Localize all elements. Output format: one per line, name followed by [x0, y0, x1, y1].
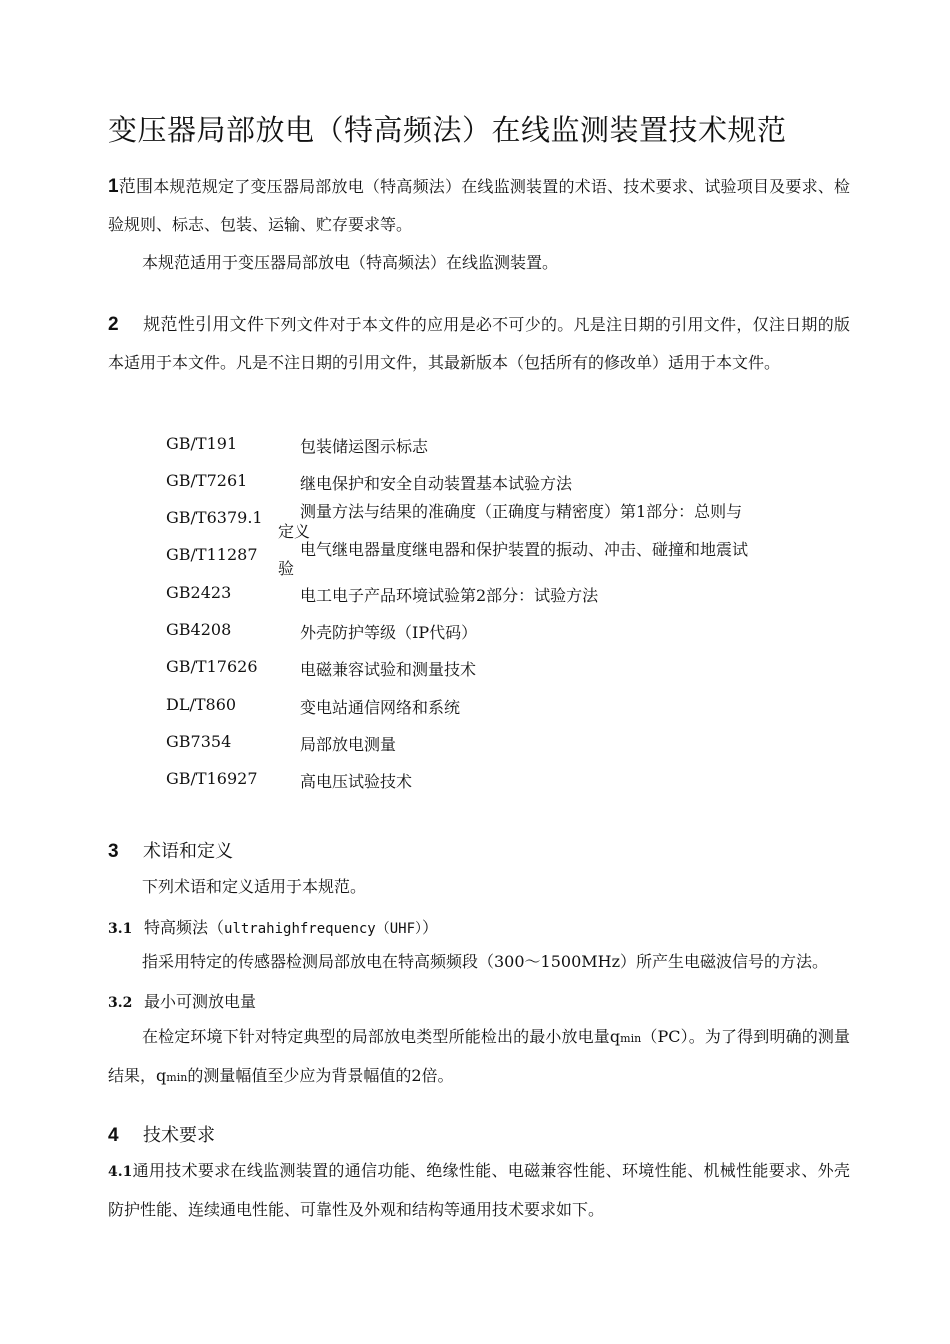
section-1-heading: 范围 — [118, 177, 154, 197]
reference-title: 电工电子产品环境试验第2部分：试验方法 — [300, 586, 599, 605]
reference-title: 电气继电器量度继电器和保护装置的振动、冲击、碰撞和地震试 — [300, 540, 749, 559]
term-3-2-definition-part-b: （PC）。为了得到明确的测量结果， — [108, 1027, 850, 1085]
reference-code: GB/T17626 — [166, 657, 258, 676]
section-4-heading: 技术要求 — [143, 1125, 215, 1146]
term-3-1-label-end: ） — [422, 918, 439, 937]
reference-title-wrap: 验 — [278, 559, 295, 578]
section-2-heading: 规范性引用文件 — [143, 315, 265, 335]
section-2-paragraph — [108, 306, 850, 381]
reference-title: 局部放电测量 — [300, 735, 397, 754]
term-3-1-definition: 指采用特定的传感器检测局部放电在特高频频段（300～1500MHz）所产生电磁波信号的方法。 — [142, 952, 829, 971]
q-symbol: q — [156, 1066, 167, 1085]
section-4-1-text: 在线监测装置的通信功能、绝缘性能、电磁兼容性能、环境性能、机械性能要求、外壳防护性能、连续通电性能、可靠性及外观和结构等通用技术要求如下。 — [108, 1161, 850, 1219]
reference-code: GB/T11287 — [166, 545, 258, 564]
reference-code: GB7354 — [166, 732, 232, 751]
term-3-2-definition — [108, 1018, 850, 1096]
section-4-1-number: 4.1 — [108, 1164, 133, 1180]
section-2-number: 2 — [108, 314, 119, 335]
q-subscript: min — [166, 1071, 188, 1084]
section-4-heading-row — [108, 1121, 215, 1147]
q-symbol: q — [609, 1027, 621, 1046]
term-3-1-english: ultrahighfrequency（UHF） — [224, 921, 423, 937]
term-3-2-label: 最小可测放电量 — [144, 992, 257, 1011]
q-subscript: min — [620, 1032, 642, 1045]
reference-title: 继电保护和安全自动装置基本试验方法 — [300, 474, 573, 493]
section-1-text: 本规范规定了变压器局部放电（特高频法）在线监测装置的术语、技术要求、试验项目及要求、检验规则、标志、包装、运输、贮存要求等。 — [108, 177, 850, 234]
reference-code: GB/T16927 — [166, 769, 258, 788]
section-3-number: 3 — [108, 841, 119, 862]
section-4-1-paragraph — [108, 1152, 850, 1228]
section-1-number: 1 — [108, 176, 119, 197]
reference-code: GB2423 — [166, 583, 232, 602]
reference-title: 变电站通信网络和系统 — [300, 698, 461, 717]
reference-code: GB4208 — [166, 620, 232, 639]
section-3-heading-row — [108, 837, 233, 863]
term-3-2-definition-part-c: 的测量幅值至少应为背景幅值的2倍。 — [187, 1066, 454, 1085]
term-3-1-label: 特高频法（ — [144, 918, 225, 937]
reference-title: 高电压试验技术 — [300, 772, 413, 791]
reference-code: GB/T7261 — [166, 471, 248, 490]
term-3-1-heading — [108, 915, 438, 938]
reference-title: 外壳防护等级（IP代码） — [300, 623, 478, 642]
term-3-1-number: 3.1 — [108, 921, 133, 937]
section-1-scope-note: 本规范适用于变压器局部放电（特高频法）在线监测装置。 — [142, 253, 559, 272]
reference-code: GB/T191 — [166, 434, 238, 453]
term-3-2-definition-part-a: 在检定环境下针对特定典型的局部放电类型所能检出的最小放电量 — [142, 1027, 610, 1046]
section-4-number: 4 — [108, 1125, 119, 1146]
reference-title: 包装储运图示标志 — [300, 437, 429, 456]
section-1-paragraph — [108, 168, 850, 243]
reference-code: GB/T6379.1 — [166, 508, 263, 527]
section-2-text: 下列文件对于本文件的应用是必不可少的。凡是注日期的引用文件，仅注日期的版本适用于本文件。凡是不注日期的引用文件，其最新版本（包括所有的修改单）适用于本文件。 — [108, 315, 850, 372]
reference-title: 测量方法与结果的准确度（正确度与精密度）第1部分：总则与 — [300, 502, 743, 521]
document-title: 变压器局部放电（特高频法）在线监测装置技术规范 — [108, 113, 787, 147]
term-3-2-heading — [108, 989, 256, 1012]
term-3-2-number: 3.2 — [108, 995, 133, 1011]
section-3-heading: 术语和定义 — [143, 841, 233, 862]
reference-code: DL/T860 — [166, 695, 237, 714]
reference-title: 电磁兼容试验和测量技术 — [300, 660, 477, 679]
section-4-1-heading: 通用技术要求 — [132, 1161, 231, 1180]
reference-title-wrap: 定义 — [278, 522, 311, 541]
section-3-intro: 下列术语和定义适用于本规范。 — [142, 877, 367, 896]
